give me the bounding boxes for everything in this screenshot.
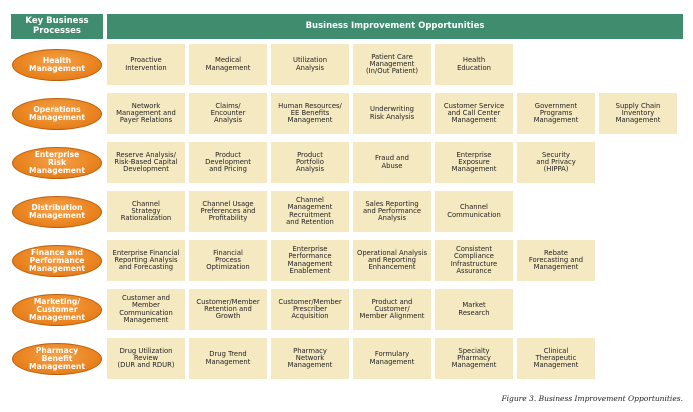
opportunity-box: Proactive Intervention xyxy=(107,44,185,85)
opportunity-row xyxy=(107,338,595,379)
opportunity-box: Pharmacy Network Management xyxy=(271,338,349,379)
opportunity-box: Patient Care Management (In/Out Patient) xyxy=(353,44,431,85)
business-improvement-opportunities-title: Business Improvement Opportunities xyxy=(305,20,485,31)
opportunity-box: Enterprise Exposure Management xyxy=(435,142,513,183)
opportunity-box: Channel Management Recruitment and Retention xyxy=(271,191,349,232)
opportunity-box: Supply Chain Inventory Management xyxy=(599,93,677,134)
figure-caption: Figure 3. Business Improvement Opportunities. xyxy=(501,394,683,403)
process-5 xyxy=(12,245,102,277)
opportunity-box: Enterprise Performance Management Enablement xyxy=(271,240,349,281)
process-2 xyxy=(12,98,102,130)
opportunity-box: Reserve Analysis/ Risk-Based Capital Development xyxy=(107,142,185,183)
opportunity-box: Claims/ Encounter Analysis xyxy=(189,93,267,134)
opportunity-box: Customer/Member Prescriber Acquisition xyxy=(271,289,349,330)
opportunity-box: Product and Customer/ Member Alignment xyxy=(353,289,431,330)
process-3 xyxy=(12,147,102,179)
opportunity-box: Rebate Forecasting and Management xyxy=(517,240,595,281)
key-business-processes-title: Key Business Processes xyxy=(25,16,89,36)
opportunity-box: Channel Usage Preferences and Profitability xyxy=(189,191,267,232)
opportunity-box: Channel Strategy Rationalization xyxy=(107,191,185,232)
process-label: Health Management xyxy=(29,56,85,73)
opportunity-box: Human Resources/ EE Benefits Management xyxy=(271,93,349,134)
opportunity-row xyxy=(107,44,513,85)
process-1 xyxy=(12,49,102,81)
opportunity-box: Specialty Pharmacy Management xyxy=(435,338,513,379)
opportunity-box: Drug Utilization Review (DUR and RDUR) xyxy=(107,338,185,379)
opportunity-box: Fraud and Abuse xyxy=(353,142,431,183)
process-6 xyxy=(12,294,102,326)
opportunity-box: Government Programs Management xyxy=(517,93,595,134)
process-label: Enterprise Risk Management xyxy=(29,150,85,175)
process-label: Operations Management xyxy=(29,105,85,122)
opportunity-box: Underwriting Risk Analysis xyxy=(353,93,431,134)
opportunity-box: Formulary Management xyxy=(353,338,431,379)
process-label: Pharmacy Benefit Management xyxy=(29,346,85,371)
opportunity-box: Health Education xyxy=(435,44,513,85)
opportunity-box: Product Portfolio Analysis xyxy=(271,142,349,183)
opportunity-box: Sales Reporting and Performance Analysis xyxy=(353,191,431,232)
process-label: Distribution Management xyxy=(29,203,85,220)
opportunity-box: Product Development and Pricing xyxy=(189,142,267,183)
opportunity-box: Channel Communication xyxy=(435,191,513,232)
opportunity-box: Security and Privacy (HIPPA) xyxy=(517,142,595,183)
opportunity-box: Financial Process Optimization xyxy=(189,240,267,281)
opportunity-row xyxy=(107,240,595,281)
opportunity-row xyxy=(107,191,513,232)
opportunity-box: Utilization Analysis xyxy=(271,44,349,85)
opportunity-box: Network Management and Payer Relations xyxy=(107,93,185,134)
opportunity-box: Customer Service and Call Center Management xyxy=(435,93,513,134)
process-label: Finance and Performance Management xyxy=(29,248,85,273)
process-label: Marketing/ Customer Management xyxy=(29,297,85,322)
opportunity-row xyxy=(107,93,677,134)
opportunity-box: Medical Management xyxy=(189,44,267,85)
process-7 xyxy=(12,343,102,375)
opportunity-row xyxy=(107,142,595,183)
opportunity-box: Enterprise Financial Reporting Analysis and Forecasting xyxy=(107,240,185,281)
opportunity-row xyxy=(107,289,513,330)
opportunity-box: Operational Analysis and Reporting Enhancement xyxy=(353,240,431,281)
opportunity-box: Customer/Member Retention and Growth xyxy=(189,289,267,330)
opportunity-box: Customer and Member Communication Management xyxy=(107,289,185,330)
key-business-processes-header xyxy=(11,14,103,39)
business-improvement-opportunities-header xyxy=(107,14,683,39)
opportunity-box: Clinical Therapeutic Management xyxy=(517,338,595,379)
process-4 xyxy=(12,196,102,228)
opportunity-box: Drug Trend Management xyxy=(189,338,267,379)
opportunity-box: Market Research xyxy=(435,289,513,330)
opportunity-box: Consistent Compliance Infrastructure Assurance xyxy=(435,240,513,281)
